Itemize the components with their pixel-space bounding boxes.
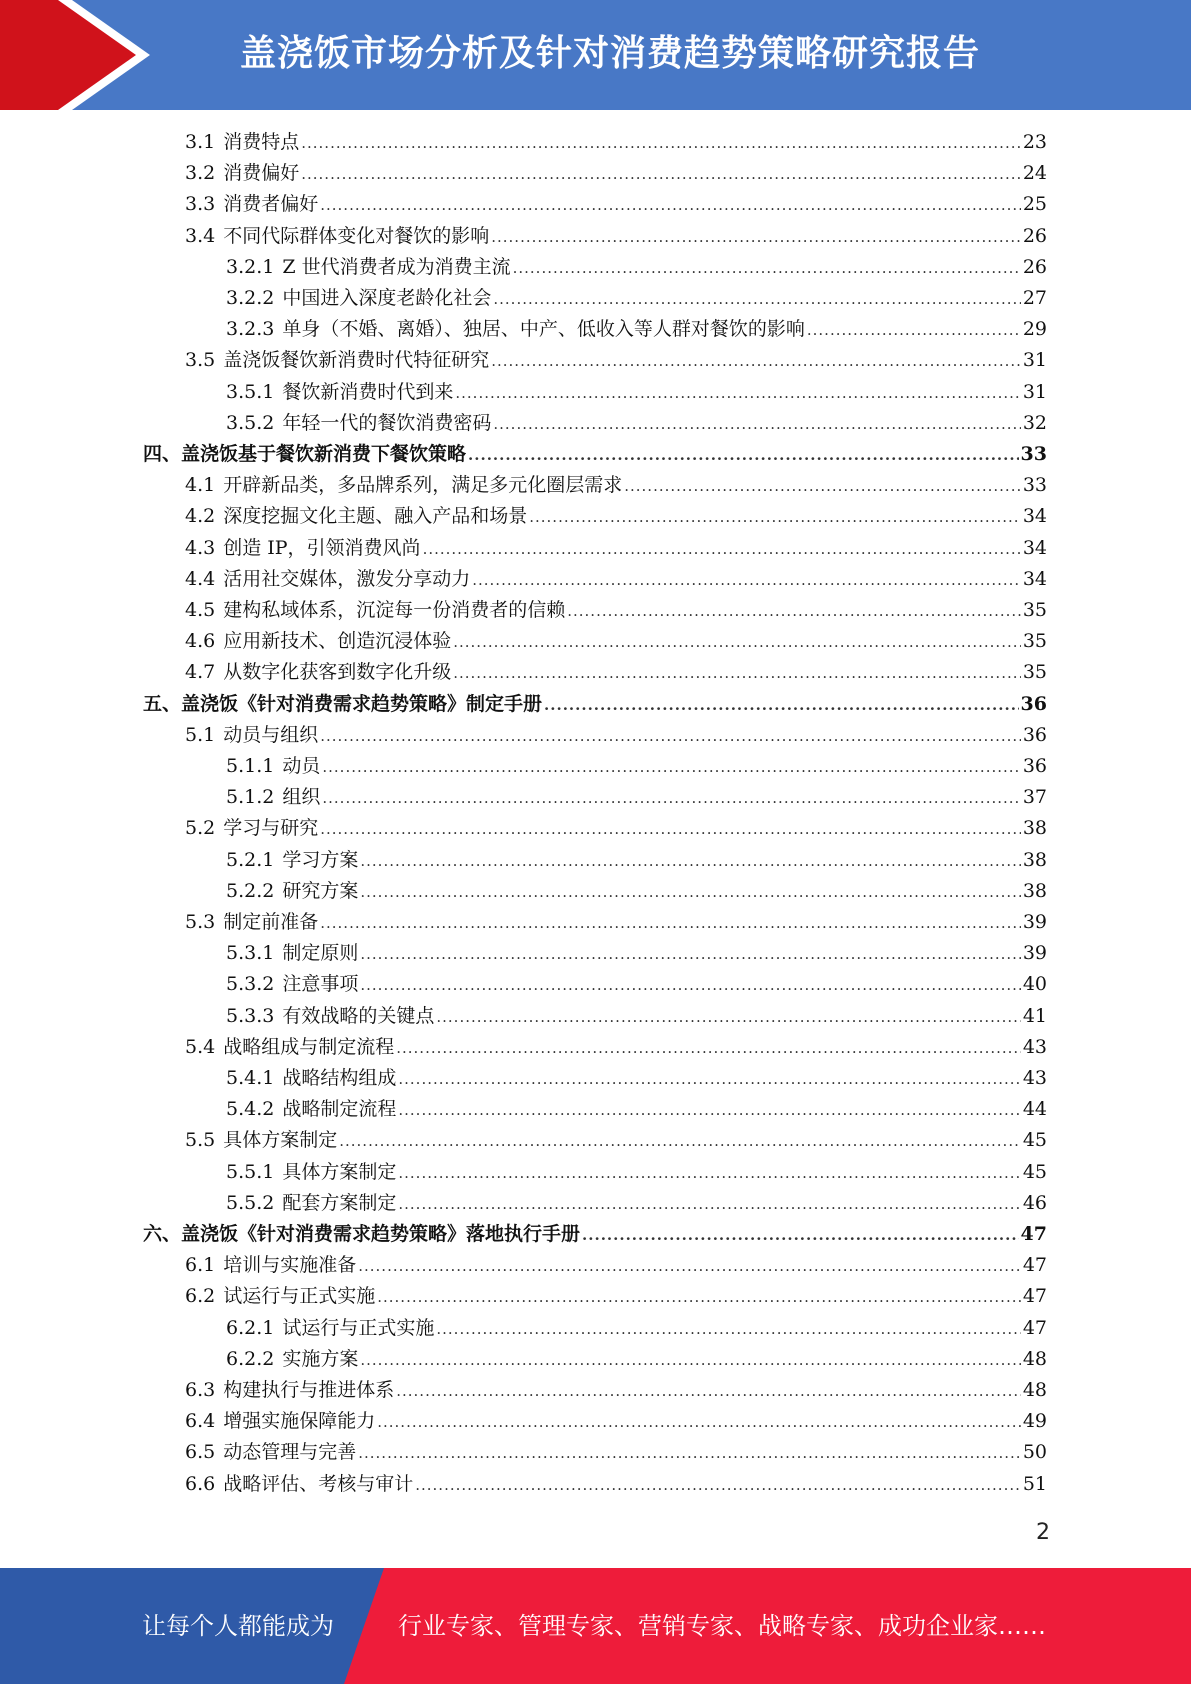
toc-entry-number: 3.1 <box>185 131 216 153</box>
toc-entry-page: 48 <box>1022 1347 1047 1370</box>
toc-entry-number: 6.5 <box>185 1441 216 1464</box>
toc-entry-title: 动态管理与完善 <box>223 1441 357 1464</box>
toc-dot-leader <box>398 1189 1020 1220</box>
toc-entry-number: 5.2.1 <box>226 848 275 871</box>
toc-dot-leader <box>513 253 1021 284</box>
toc-entry-title: Z 世代消费者成为消费主流 <box>282 255 511 278</box>
toc-entry-number: 3.2 <box>185 162 216 185</box>
toc-entry-page: 35 <box>1022 630 1047 653</box>
toc-entry[interactable] <box>185 127 1047 158</box>
toc-entry[interactable] <box>185 1375 1047 1406</box>
toc-entry-number: 四、 <box>143 443 182 465</box>
toc-entry[interactable] <box>226 1344 1047 1375</box>
toc-entry[interactable] <box>226 1157 1047 1188</box>
toc-entry-title: 从数字化获客到数字化升级 <box>223 661 452 684</box>
toc-entry[interactable] <box>226 1001 1047 1032</box>
toc-entry-number: 3.5.2 <box>226 411 275 434</box>
toc-entry-page: 34 <box>1022 536 1047 559</box>
toc-entry-page: 27 <box>1022 287 1047 309</box>
toc-dot-leader <box>322 783 1020 814</box>
toc-entry[interactable] <box>185 1437 1047 1468</box>
toc-entry-number: 4.1 <box>185 474 216 497</box>
page-header <box>0 0 1191 110</box>
toc-entry-page: 46 <box>1022 1191 1047 1214</box>
toc-dot-leader <box>567 596 1021 627</box>
toc-entry[interactable] <box>185 626 1047 657</box>
toc-entry-page: 37 <box>1022 786 1047 809</box>
toc-entry[interactable] <box>226 969 1047 1000</box>
toc-dot-leader <box>360 846 1020 877</box>
toc-entry[interactable] <box>226 845 1047 876</box>
page-footer <box>0 1568 1191 1684</box>
toc-entry-number: 5.3.2 <box>226 973 275 996</box>
toc-entry-title: 研究方案 <box>282 879 359 902</box>
toc-dot-leader <box>301 128 1021 159</box>
toc-entry-number: 6.6 <box>185 1472 216 1495</box>
toc-entry-number: 3.2.3 <box>226 318 275 341</box>
toc-entry-number: 6.1 <box>185 1254 216 1277</box>
toc-entry[interactable] <box>185 1250 1047 1281</box>
toc-entry-title: 盖浇饭基于餐饮新消费下餐饮策略 <box>181 443 467 465</box>
toc-entry[interactable] <box>185 1281 1047 1312</box>
toc-entry-number: 5.1.1 <box>226 755 275 777</box>
toc-dot-leader <box>358 1438 1021 1469</box>
toc-entry-page: 50 <box>1022 1441 1047 1464</box>
toc-entry-page: 29 <box>1022 318 1047 341</box>
toc-dot-leader <box>453 658 1021 689</box>
toc-entry-page: 43 <box>1022 1067 1047 1089</box>
toc-entry-page: 32 <box>1022 411 1047 434</box>
toc-entry-number: 4.2 <box>185 505 216 528</box>
toc-entry-number: 5.3.3 <box>226 1004 275 1027</box>
toc-entry-title: 盖浇饭餐饮新消费时代特征研究 <box>223 349 490 372</box>
toc-entry-number: 3.3 <box>185 193 216 216</box>
toc-entry-number: 3.4 <box>185 224 216 247</box>
toc-entry-title: 消费偏好 <box>223 162 300 185</box>
toc-dot-leader <box>423 534 1021 565</box>
toc-entry-page: 36 <box>1020 692 1047 715</box>
toc-entry-title: 战略制定流程 <box>282 1098 397 1121</box>
toc-entry-title: 年轻一代的餐饮消费密码 <box>282 411 492 434</box>
toc-entry-title: 有效战略的关键点 <box>282 1004 435 1027</box>
toc-dot-leader <box>301 159 1021 190</box>
toc-entry-page: 47 <box>1022 1316 1047 1339</box>
toc-entry[interactable] <box>185 501 1047 532</box>
toc-dot-leader <box>398 1064 1020 1095</box>
toc-entry-number: 五、 <box>143 692 182 715</box>
toc-dot-leader <box>624 471 1021 502</box>
toc-dot-leader <box>582 1220 1019 1251</box>
toc-entry-title: 具体方案制定 <box>223 1129 338 1152</box>
toc-dot-leader <box>396 1376 1021 1407</box>
toc-dot-leader <box>415 1470 1021 1501</box>
toc-dot-leader <box>455 378 1020 409</box>
toc-dot-leader <box>529 502 1021 533</box>
toc-entry-number: 5.3 <box>185 911 216 933</box>
toc-entry-title: 盖浇饭《针对消费需求趋势策略》落地执行手册 <box>181 1223 581 1245</box>
toc-entry[interactable] <box>185 470 1047 501</box>
toc-entry-page: 34 <box>1022 567 1047 590</box>
toc-dot-leader <box>377 1282 1021 1313</box>
toc-entry-title: 培训与实施准备 <box>223 1254 357 1277</box>
footer-slogan-left: 让每个人都能成为 <box>142 1612 334 1640</box>
toc-dot-leader <box>320 190 1021 221</box>
toc-entry-number: 5.4 <box>185 1035 216 1058</box>
toc-entry-title: 注意事项 <box>282 973 359 996</box>
toc-entry-title: 战略结构组成 <box>282 1067 397 1089</box>
toc-entry-page: 39 <box>1022 911 1047 933</box>
toc-entry-title: 开辟新品类，多品牌系列，满足多元化圈层需求 <box>223 474 623 497</box>
toc-entry-number: 4.7 <box>185 661 216 684</box>
toc-entry[interactable] <box>185 720 1047 751</box>
toc-entry[interactable] <box>226 252 1047 283</box>
toc-entry-page: 23 <box>1022 131 1047 153</box>
toc-dot-leader <box>468 440 1019 471</box>
toc-entry-number: 六、 <box>143 1223 182 1245</box>
toc-entry[interactable] <box>143 689 1047 720</box>
toc-entry-number: 4.4 <box>185 567 216 590</box>
toc-entry-number: 3.5 <box>185 349 216 372</box>
toc-entry[interactable] <box>185 1406 1047 1437</box>
toc-entry-number: 6.2.2 <box>226 1347 275 1370</box>
toc-entry-page: 36 <box>1022 723 1047 746</box>
toc-entry[interactable] <box>226 1188 1047 1219</box>
toc-entry-title: 增强实施保障能力 <box>223 1410 376 1433</box>
toc-entry[interactable] <box>226 1094 1047 1125</box>
toc-entry-page: 44 <box>1022 1098 1047 1121</box>
toc-entry-number: 5.5.1 <box>226 1160 275 1183</box>
toc-entry[interactable] <box>226 408 1047 439</box>
header-title: 盖浇饭市场分析及针对消费趋势策略研究报告 <box>240 33 981 74</box>
toc-entry-title: 活用社交媒体，激发分享动力 <box>223 567 471 590</box>
toc-dot-leader <box>472 565 1021 596</box>
toc-entry-number: 5.5.2 <box>226 1191 275 1214</box>
toc-entry-title: 试运行与正式实施 <box>223 1285 376 1308</box>
toc-dot-leader <box>398 1158 1020 1189</box>
footer-slogan-right: 行业专家、管理专家、营销专家、战略专家、成功企业家…… <box>398 1612 1046 1640</box>
toc-entry-page: 40 <box>1022 973 1047 996</box>
toc-entry-title: 不同代际群体变化对餐饮的影响 <box>223 224 490 247</box>
toc-dot-leader <box>807 315 1021 346</box>
toc-entry-number: 6.2.1 <box>226 1316 275 1339</box>
toc-entry[interactable] <box>185 189 1047 220</box>
toc-entry[interactable] <box>226 876 1047 907</box>
toc-entry[interactable] <box>226 283 1047 314</box>
toc-entry[interactable] <box>185 564 1047 595</box>
toc-dot-leader <box>453 627 1021 658</box>
toc-entry[interactable] <box>143 439 1047 470</box>
toc-entry-title: 构建执行与推进体系 <box>223 1379 395 1401</box>
toc-entry-page: 31 <box>1022 349 1047 372</box>
toc-dot-leader <box>360 1345 1020 1376</box>
toc-entry-page: 33 <box>1020 443 1047 465</box>
toc-entry[interactable] <box>185 158 1047 189</box>
toc-entry[interactable] <box>226 314 1047 345</box>
toc-dot-leader <box>398 1095 1020 1126</box>
toc-entry-title: 餐饮新消费时代到来 <box>282 380 454 403</box>
toc-entry-title: 创造 IP，引领消费风尚 <box>223 536 421 559</box>
toc-entry-number: 6.2 <box>185 1285 216 1308</box>
toc-entry-number: 4.5 <box>185 599 216 621</box>
toc-dot-leader <box>377 1407 1021 1438</box>
toc-entry[interactable] <box>226 1313 1047 1344</box>
toc-entry-page: 25 <box>1022 193 1047 216</box>
toc-dot-leader <box>322 752 1020 783</box>
toc-entry-number: 5.1.2 <box>226 786 275 809</box>
toc-entry-title: 学习与研究 <box>223 817 319 840</box>
toc-entry[interactable] <box>226 782 1047 813</box>
toc-entry-title: 制定原则 <box>282 942 359 965</box>
toc-entry-number: 6.4 <box>185 1410 216 1433</box>
toc-entry-title: 中国进入深度老龄化社会 <box>282 287 492 309</box>
toc-dot-leader <box>360 877 1020 908</box>
toc-entry-title: 深度挖掘文化主题、融入产品和场景 <box>223 505 528 528</box>
toc-entry-page: 38 <box>1022 848 1047 871</box>
toc-entry-number: 3.5.1 <box>226 380 275 403</box>
toc-entry[interactable] <box>143 1219 1047 1250</box>
toc-entry[interactable] <box>185 907 1047 938</box>
toc-entry-number: 4.3 <box>185 536 216 559</box>
toc-entry-title: 动员与组织 <box>223 723 319 746</box>
toc-entry-page: 41 <box>1022 1004 1047 1027</box>
toc-entry-title: 具体方案制定 <box>282 1160 397 1183</box>
toc-dot-leader <box>396 1033 1021 1064</box>
toc-entry-number: 5.5 <box>185 1129 216 1152</box>
toc-entry-page: 47 <box>1022 1285 1047 1308</box>
toc-entry-page: 47 <box>1022 1254 1047 1277</box>
toc-entry-title: 盖浇饭《针对消费需求趋势策略》制定手册 <box>181 692 543 715</box>
toc-dot-leader <box>339 1126 1021 1157</box>
toc-entry-number: 5.4.1 <box>226 1067 275 1089</box>
toc-entry-number: 5.2.2 <box>226 879 275 902</box>
toc-dot-leader <box>358 1251 1021 1282</box>
toc-entry-title: 实施方案 <box>282 1347 359 1370</box>
toc-entry[interactable] <box>226 377 1047 408</box>
toc-entry-title: 建构私域体系，沉淀每一份消费者的信赖 <box>223 599 566 621</box>
toc-entry-page: 49 <box>1022 1410 1047 1433</box>
toc-dot-leader <box>436 1002 1020 1033</box>
toc-entry[interactable] <box>185 1469 1047 1500</box>
toc-dot-leader <box>360 970 1020 1001</box>
toc-entry-number: 5.4.2 <box>226 1098 275 1121</box>
toc-entry-number: 4.6 <box>185 630 216 653</box>
toc-entry-number: 3.2.2 <box>226 287 275 309</box>
toc-entry-page: 45 <box>1022 1129 1047 1152</box>
toc-entry-page: 35 <box>1022 599 1047 621</box>
toc-entry-number: 5.1 <box>185 723 216 746</box>
toc-entry[interactable] <box>226 1063 1047 1094</box>
toc-entry[interactable] <box>226 751 1047 782</box>
toc-entry-title: 制定前准备 <box>223 911 319 933</box>
toc-entry-page: 33 <box>1022 474 1047 497</box>
toc-entry-title: 消费特点 <box>223 131 300 153</box>
toc-entry-title: 试运行与正式实施 <box>282 1316 435 1339</box>
toc-entry-page: 45 <box>1022 1160 1047 1183</box>
toc-dot-leader <box>320 908 1021 939</box>
toc-entry-page: 24 <box>1022 162 1047 185</box>
toc-entry-title: 消费者偏好 <box>223 193 319 216</box>
toc-entry[interactable] <box>185 595 1047 626</box>
toc-entry-title: 动员 <box>282 755 321 777</box>
toc-entry-number: 6.3 <box>185 1379 216 1401</box>
toc-entry-page: 39 <box>1022 942 1047 965</box>
toc-entry-number: 3.2.1 <box>226 255 275 278</box>
page-number: 2 <box>1036 1520 1050 1545</box>
toc-entry[interactable] <box>185 657 1047 688</box>
toc-entry-title: 学习方案 <box>282 848 359 871</box>
toc-entry-page: 26 <box>1022 224 1047 247</box>
toc-entry-page: 43 <box>1022 1035 1047 1058</box>
toc-entry-title: 单身（不婚、离婚）、独居、中产、低收入等人群对餐饮的影响 <box>282 318 805 341</box>
toc-entry-page: 47 <box>1020 1223 1047 1245</box>
toc-dot-leader <box>544 690 1019 721</box>
toc-entry[interactable] <box>185 1032 1047 1063</box>
toc-dot-leader <box>320 721 1021 752</box>
toc-dot-leader <box>493 409 1020 440</box>
toc-entry-page: 38 <box>1022 879 1047 902</box>
toc-entry-page: 38 <box>1022 817 1047 840</box>
toc-entry-page: 36 <box>1022 755 1047 777</box>
toc-entry-number: 5.3.1 <box>226 942 275 965</box>
toc-entry-title: 战略评估、考核与审计 <box>223 1472 414 1495</box>
toc-entry-title: 战略组成与制定流程 <box>223 1035 395 1058</box>
toc-entry[interactable] <box>185 221 1047 252</box>
toc-dot-leader <box>493 284 1020 315</box>
toc-entry-page: 34 <box>1022 505 1047 528</box>
toc-dot-leader <box>320 814 1021 845</box>
toc-dot-leader <box>491 346 1021 377</box>
toc-dot-leader <box>491 222 1021 253</box>
toc-entry-title: 组织 <box>282 786 321 809</box>
toc-entry-page: 51 <box>1022 1472 1047 1495</box>
toc-entry-page: 35 <box>1022 661 1047 684</box>
toc-entry-title: 应用新技术、创造沉浸体验 <box>223 630 452 653</box>
toc-entry[interactable] <box>185 345 1047 376</box>
toc-entry[interactable] <box>185 1125 1047 1156</box>
toc-entry-title: 配套方案制定 <box>282 1191 397 1214</box>
toc-entry-page: 48 <box>1022 1379 1047 1401</box>
toc-dot-leader <box>360 939 1020 970</box>
toc-entry[interactable] <box>185 533 1047 564</box>
toc-entry[interactable] <box>226 938 1047 969</box>
toc-entry-page: 31 <box>1022 380 1047 403</box>
toc-entry[interactable] <box>185 813 1047 844</box>
toc-entry-page: 26 <box>1022 255 1047 278</box>
toc-dot-leader <box>436 1314 1020 1345</box>
toc-entry-number: 5.2 <box>185 817 216 840</box>
